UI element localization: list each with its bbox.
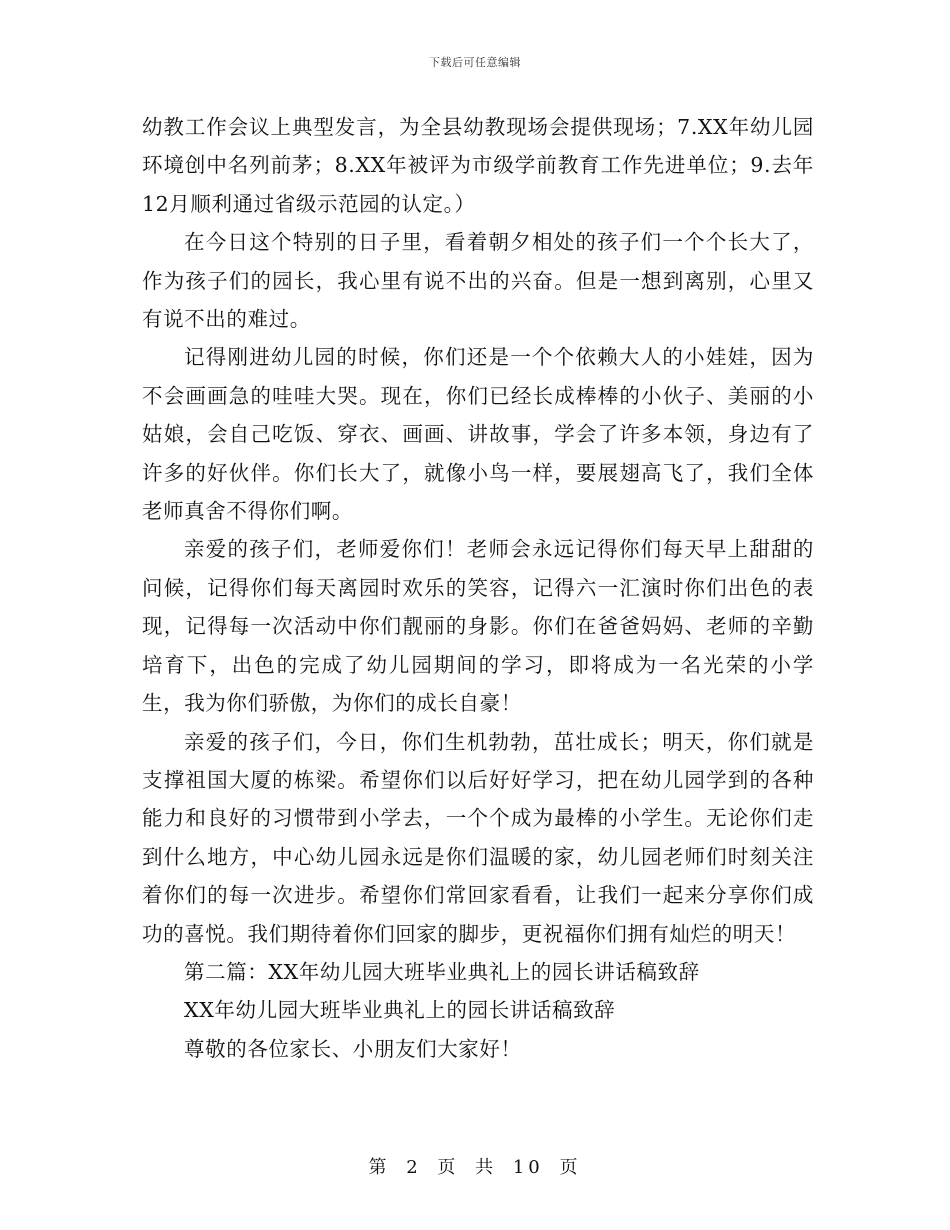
paragraph-teacher-love: 亲爱的孩子们，老师爱你们！老师会永远记得你们每天早上甜甜的问候，记得你们每天离园时欢乐的笑容，记得六一汇演时你们出色的表现，记得每一次活动中你们靓丽的身影。你们在爸爸妈妈、老师的辛勤培育下，出色的完成了幼儿园期间的学习，即将成为一名光荣的小学生，我为你们骄傲，为你们的成长自豪！ (142, 537, 814, 716)
page-header-note: 下载后可任意编辑 (429, 56, 521, 69)
speech-title: XX年幼儿园大班毕业典礼上的园长讲话稿致辞 (184, 998, 616, 1023)
paragraph-memories: 记得刚进幼儿园的时候，你们还是一个个依赖大人的小娃娃，因为不会画画急的哇哇大哭。现在，你们已经长成棒棒的小伙子、美丽的小姑娘，会自己吃饭、穿衣、画画、讲故事，学会了许多本领，身边有了许多的好伙伴。你们长大了，就像小鸟一样，要展翅高飞了，我们全体老师真舍不得你们啊。 (142, 345, 814, 524)
section-heading-part-two: 第二篇：XX年幼儿园大班毕业典礼上的园长讲话稿致辞 (184, 959, 700, 984)
greeting-line: 尊敬的各位家长、小朋友们大家好！ (184, 1036, 522, 1061)
document-body (142, 108, 814, 1068)
page-number: 第 2 页 共 10 页 (368, 1157, 582, 1178)
paragraph-continuation: 幼教工作会议上典型发言，为全县幼教现场会提供现场；7.XX年幼儿园环境创中名列前茅；8.XX年被评为市级学前教育工作先进单位；9.去年12月顺利通过省级示范园的认定。） (142, 115, 814, 216)
paragraph-special-day: 在今日这个特别的日子里，看着朝夕相处的孩子们一个个长大了，作为孩子们的园长，我心里有说不出的兴奋。但是一想到离别，心里又有说不出的难过。 (142, 230, 814, 332)
paragraph-hopes: 亲爱的孩子们，今日，你们生机勃勃，茁壮成长；明天，你们就是支撑祖国大厦的栋梁。希望你们以后好好学习，把在幼儿园学到的各种能力和良好的习惯带到小学去，一个个成为最棒的小学生。无论你们走到什么地方，中心幼儿园永远是你们温暖的家，幼儿园老师们时刻关注着你们的每一次进步。希望你们常回家看看，让我们一起来分享你们成功的喜悦。我们期待着你们回家的脚步，更祝福你们拥有灿烂的明天！ (142, 729, 814, 946)
